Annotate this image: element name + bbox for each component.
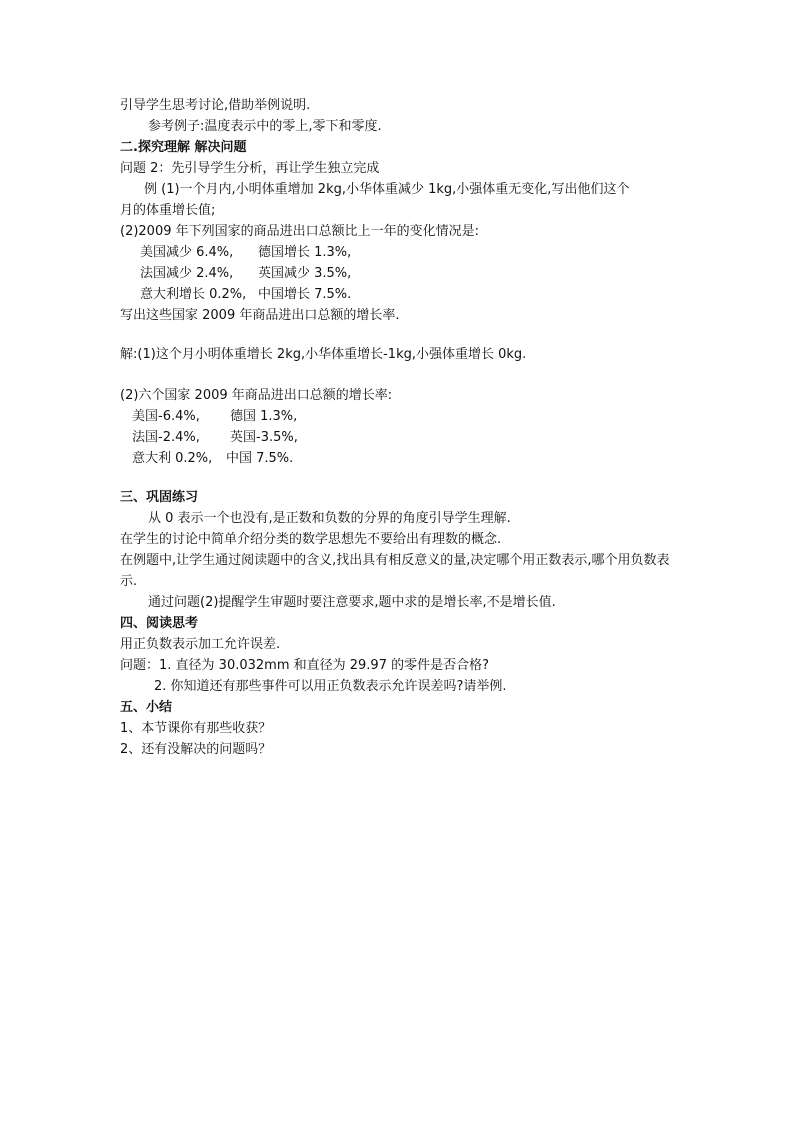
rate-row [120,406,680,427]
change-row [120,263,680,284]
section-4-question-2: 2. 你知道还有那些事件可以用正负数表示允许误差吗?请举例. [154,679,507,694]
task-text: 写出这些国家 2009 年商品进出口总额的增长率. [120,308,400,323]
change-us: 美国减少 6.4%, [140,245,234,260]
section-4-heading: 四、阅读思考 [120,616,199,631]
problem-2-text: 问题 2：先引导学生分析，再让学生独立完成 [120,161,380,176]
change-italy: 意大利增长 0.2%, [140,287,247,302]
spacer [120,365,680,385]
section-5-heading: 五、小结 [120,700,173,715]
section-3-paragraph-4: 通过问题(2)提醒学生审题时要注意要求,题中求的是增长率,不是增长值. [148,595,556,610]
rate-germany: 德国 1.3%, [230,409,298,424]
rate-italy: 意大利 0.2%, [132,451,213,466]
change-china: 中国增长 7.5%. [258,287,352,302]
section-3-paragraph-2: 在学生的讨论中简单介绍分类的数学思想先不要给出有理数的概念. [120,532,502,547]
section-4-paragraph-1: 用正负数表示加工允许误差. [120,637,281,652]
intro-line-1: 引导学生思考讨论,借助举例说明. [120,98,311,113]
change-row [120,284,680,305]
change-row [120,242,680,263]
spacer [120,469,680,487]
spacer [120,326,680,344]
solution-1-text: 解:(1)这个月小明体重增长 2kg,小华体重增长-1kg,小强体重增长 0kg. [120,347,527,362]
example-2-text: (2)2009 年下列国家的商品进出口总额比上一年的变化情况是: [120,224,480,239]
section-3-heading: 三、巩固练习 [120,490,199,505]
section-3-paragraph-3: 在例题中,让学生通过阅读题中的含义,找出具有相反意义的量,决定哪个用正数表示,哪个用负数表示. [120,553,670,589]
rate-row [120,448,680,469]
section-4-question-1: 问题：1. 直径为 30.032mm 和直径为 29.97 的零件是否合格? [120,658,489,673]
section-2-heading: 二.探究理解 解决问题 [120,140,247,155]
rate-china: 中国 7.5%. [226,451,294,466]
solution-2-text: (2)六个国家 2009 年商品进出口总额的增长率: [120,388,393,403]
example-1-text: 例 (1)一个月内,小明体重增加 2kg,小华体重减少 1kg,小强体重无变化,写出他们这个 [144,182,630,197]
summary-item-2: 2、还有没解决的问题吗？ [120,742,272,757]
section-3-paragraph-1: 从 0 表示一个也没有,是正数和负数的分界的角度引导学生理解. [148,511,511,526]
change-germany: 德国增长 1.3%, [258,245,352,260]
rate-uk: 英国-3.5%, [230,430,298,445]
summary-item-1: 1、本节课你有那些收获？ [120,721,272,736]
document-body [120,95,680,760]
rate-france: 法国-2.4%, [132,430,200,445]
intro-line-2: 参考例子:温度表示中的零上,零下和零度. [148,119,382,134]
example-1-continued: 月的体重增长值; [120,203,216,218]
rate-row [120,427,680,448]
change-uk: 英国减少 3.5%, [258,266,352,281]
rate-us: 美国-6.4%, [132,409,200,424]
change-france: 法国减少 2.4%, [140,266,234,281]
